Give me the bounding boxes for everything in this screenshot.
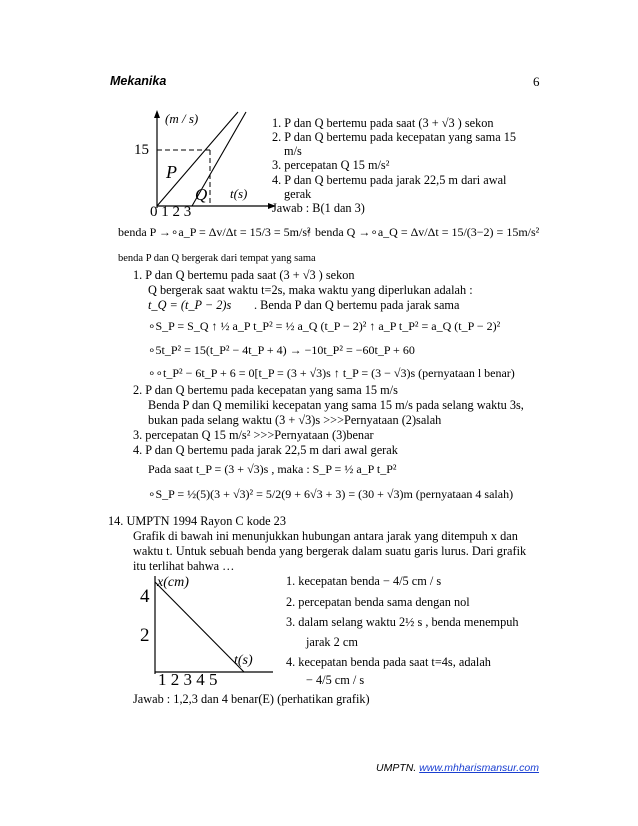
option-1: 1. kecepatan benda − 4/5 cm / s bbox=[286, 574, 442, 588]
graph1-label-P: P bbox=[166, 162, 177, 182]
q14-line1: Grafik di bawah ini menunjukkan hubungan antara jarak yang ditempuh x dan bbox=[133, 529, 518, 543]
q14-title: 14. UMPTN 1994 Rayon C kode 23 bbox=[108, 514, 286, 528]
statement-2: 2. P dan Q bertemu pada kecepatan yang sama 15 bbox=[272, 130, 517, 144]
statement-4-cont: gerak bbox=[284, 187, 312, 201]
start-note: benda P dan Q bergerak dari tempat yang sama bbox=[118, 253, 316, 264]
q14-line3: itu terlihat bahwa … bbox=[133, 559, 235, 573]
graph2-y-label: x(cm) bbox=[157, 575, 189, 590]
q14-answer: Jawab : 1,2,3 dan 4 benar(E) (perhatikan grafik) bbox=[133, 692, 370, 706]
solution-item-1-tq: t_Q = (t_P − 2)s bbox=[148, 298, 232, 312]
graph2-y-tick-4: 4 bbox=[140, 586, 150, 607]
equation-4: ∘S_P = ½(5)(3 + √3)² = 5/2(9 + 6√3 + 3) = (30 + √3)m (pernyataan 4 salah) bbox=[148, 487, 514, 501]
footer-link[interactable]: www.mhharismansur.com bbox=[419, 762, 539, 774]
solution-item-3: 3. percepatan Q 15 m/s² >>>Pernyataan (3)benar bbox=[133, 428, 374, 442]
solution-item-2: 2. P dan Q bertemu pada kecepatan yang sama 15 m/s bbox=[133, 383, 398, 397]
graph2-line bbox=[155, 582, 244, 672]
accel-benda-p: benda P →∘a_P = Δv/Δt = 15/3 = 5m/s² bbox=[118, 225, 311, 239]
equation-3: ∘∘t_P² − 6t_P + 6 = 0[t_P = (3 + √3)s ↑ t_P = (3 − √3)s (pernyataan l benar) bbox=[148, 366, 515, 380]
graph1-y-label: (m / s) bbox=[165, 111, 199, 126]
graph1-y-tick: 15 bbox=[134, 142, 149, 158]
graph1-label-Q: Q bbox=[195, 185, 208, 204]
statement-1: 1. P dan Q bertemu pada saat (3 + √3 ) sekon bbox=[272, 116, 494, 130]
option-2: 2. percepatan benda sama dengan nol bbox=[286, 595, 470, 609]
graph2-y-tick-2: 2 bbox=[140, 625, 150, 646]
option-4-cont: − 4/5 cm / s bbox=[306, 673, 365, 687]
q14-line2: waktu t. Untuk sebuah benda yang bergerak dalam suatu garis lurus. Dari grafik bbox=[133, 544, 527, 558]
equation-1: ∘S_P = S_Q ↑ ½ a_P t_P² = ½ a_Q (t_P − 2)² ↑ a_P t_P² = a_Q (t_P − 2)² bbox=[148, 319, 501, 333]
option-3: 3. dalam selang waktu 2½ s , benda menempuh bbox=[286, 615, 519, 629]
solution-item-2-line3: bukan pada selang waktu (3 + √3)s >>>Pernyataan (2)salah bbox=[148, 413, 442, 427]
solution-item-4: 4. P dan Q bertemu pada jarak 22,5 m dari awal gerak bbox=[133, 443, 398, 457]
footer-prefix: UMPTN. bbox=[376, 762, 417, 774]
page-footer bbox=[376, 762, 539, 774]
graph1-y-arrow bbox=[154, 110, 160, 118]
solution-item-2-line2: Benda P dan Q memiliki kecepatan yang sama 15 m/s pada selang waktu 3s, bbox=[148, 398, 524, 412]
accel-benda-q: ↑ benda Q →∘a_Q = Δv/Δt = 15/(3−2) = 15m/s² bbox=[306, 225, 540, 239]
answer-line: Jawab : B(1 dan 3) bbox=[272, 201, 365, 215]
statement-4: 4. P dan Q bertemu pada jarak 22,5 m dari awal bbox=[272, 173, 507, 187]
solution-item-1-line2: Q bergerak saat waktu t=2s, maka waktu yang diperlukan adalah : bbox=[148, 283, 473, 297]
distance-time-graph bbox=[128, 568, 278, 686]
graph2-x-label: t(s) bbox=[234, 653, 253, 668]
option-3-cont: jarak 2 cm bbox=[306, 635, 358, 649]
page-number: 6 bbox=[533, 74, 540, 89]
statement-3: 3. percepatan Q 15 m/s² bbox=[272, 158, 390, 172]
solution-item-4-line2: Pada saat t_P = (3 + √3)s , maka : S_P = ½ a_P t_P² bbox=[148, 462, 397, 476]
page-header-title: Mekanika bbox=[110, 74, 167, 88]
equation-2: ∘5t_P² = 15(t_P² − 4t_P + 4) → −10t_P² = −60t_P + 60 bbox=[148, 343, 415, 357]
option-4: 4. kecepatan benda pada saat t=4s, adalah bbox=[286, 655, 491, 669]
velocity-time-graph bbox=[130, 106, 280, 216]
graph1-x-ticks: 0 1 2 3 bbox=[150, 204, 192, 216]
graph1-x-label: t(s) bbox=[230, 186, 248, 201]
statement-2-cont: m/s bbox=[284, 144, 302, 158]
solution-item-1: 1. P dan Q bertemu pada saat (3 + √3 ) sekon bbox=[133, 268, 355, 282]
solution-item-1-line3: . Benda P dan Q bertemu pada jarak sama bbox=[254, 298, 460, 312]
graph2-x-ticks: 1 2 3 4 5 bbox=[158, 670, 218, 686]
